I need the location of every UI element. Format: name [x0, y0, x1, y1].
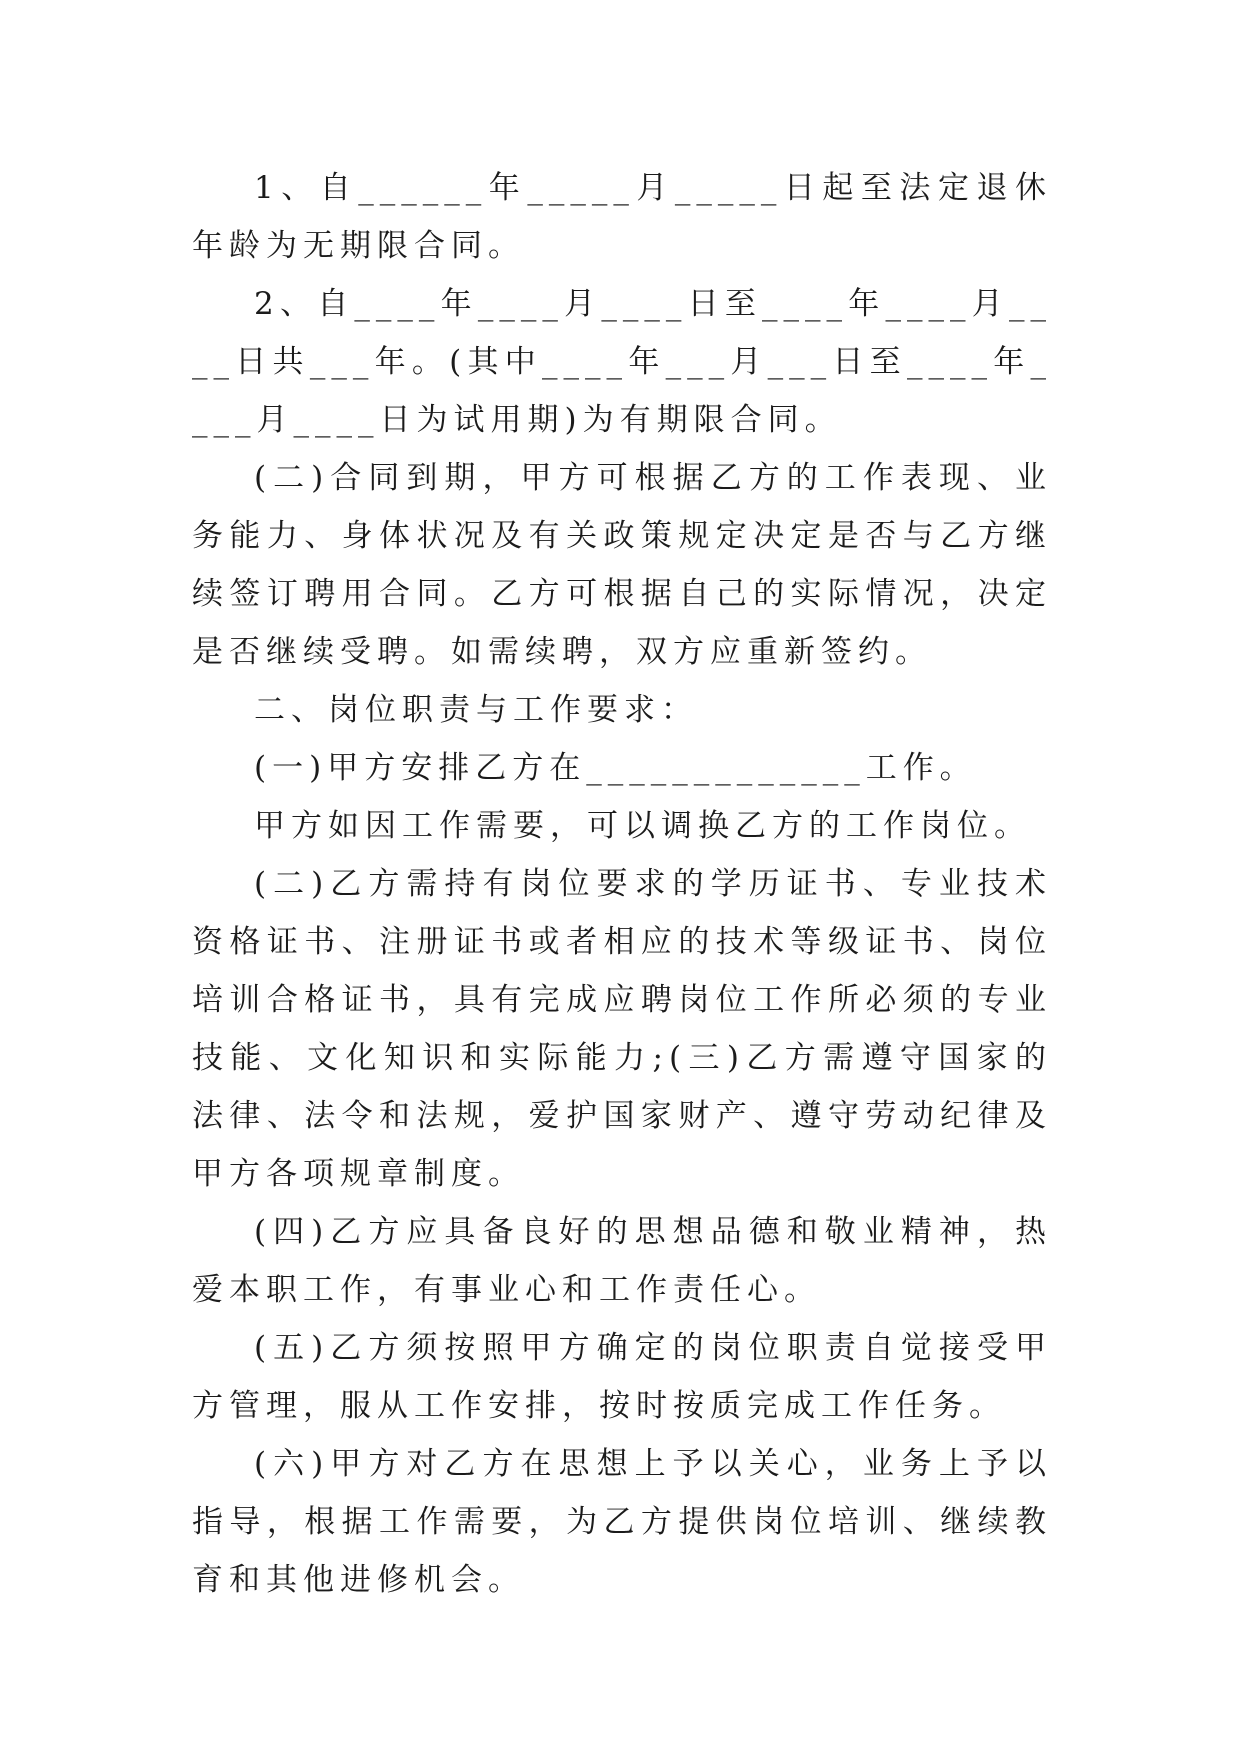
paragraph-training: (六)甲方对乙方在思想上予以关心，业务上予以指导，根据工作需要，为乙方提供岗位培训、继续教育和其他进修机会。	[192, 1446, 1052, 1598]
paragraph-ethics: (四)乙方应具备良好的思想品德和敬业精神，热爱本职工作，有事业心和工作责任心。	[192, 1214, 1052, 1308]
paragraph-term-open-ended: 1、自______年_____月_____日起至法定退休年龄为无期限合同。	[192, 170, 1052, 264]
paragraph-job-assignment: (一)甲方安排乙方在_____________工作。	[254, 750, 977, 786]
paragraph-contract-expiry: (二)合同到期，甲方可根据乙方的工作表现、业务能力、身体状况及有关政策规定决定是否与乙方继续签订聘用合同。乙方可根据自己的实际情况，决定是否继续受聘。如需续聘，双方应重新签约。	[192, 460, 1052, 670]
paragraph-management: (五)乙方须按照甲方确定的岗位职责自觉接受甲方管理，服从工作安排，按时按质完成工作任务。	[192, 1330, 1052, 1424]
section-heading-duties: 二、岗位职责与工作要求：	[254, 692, 698, 728]
paragraph-qualifications: (二)乙方需持有岗位要求的学历证书、专业技术资格证书、注册证书或者相应的技术等级证书、岗位培训合格证书，具有完成应聘岗位工作所必须的专业技能、文化知识和实际能力;(三)乙方需遵守国家的法律、法令和法规，爱护国家财产、遵守劳动纪律及甲方各项规章制度。	[192, 866, 1052, 1192]
paragraph-job-transfer: 甲方如因工作需要，可以调换乙方的工作岗位。	[254, 808, 1031, 844]
document-body	[192, 159, 1052, 1609]
paragraph-term-fixed: 2、自____年____月____日至____年____月____日共___年。(其中____年___月___日至____年____月____日为试用期)为有期限合同。	[192, 286, 1052, 438]
